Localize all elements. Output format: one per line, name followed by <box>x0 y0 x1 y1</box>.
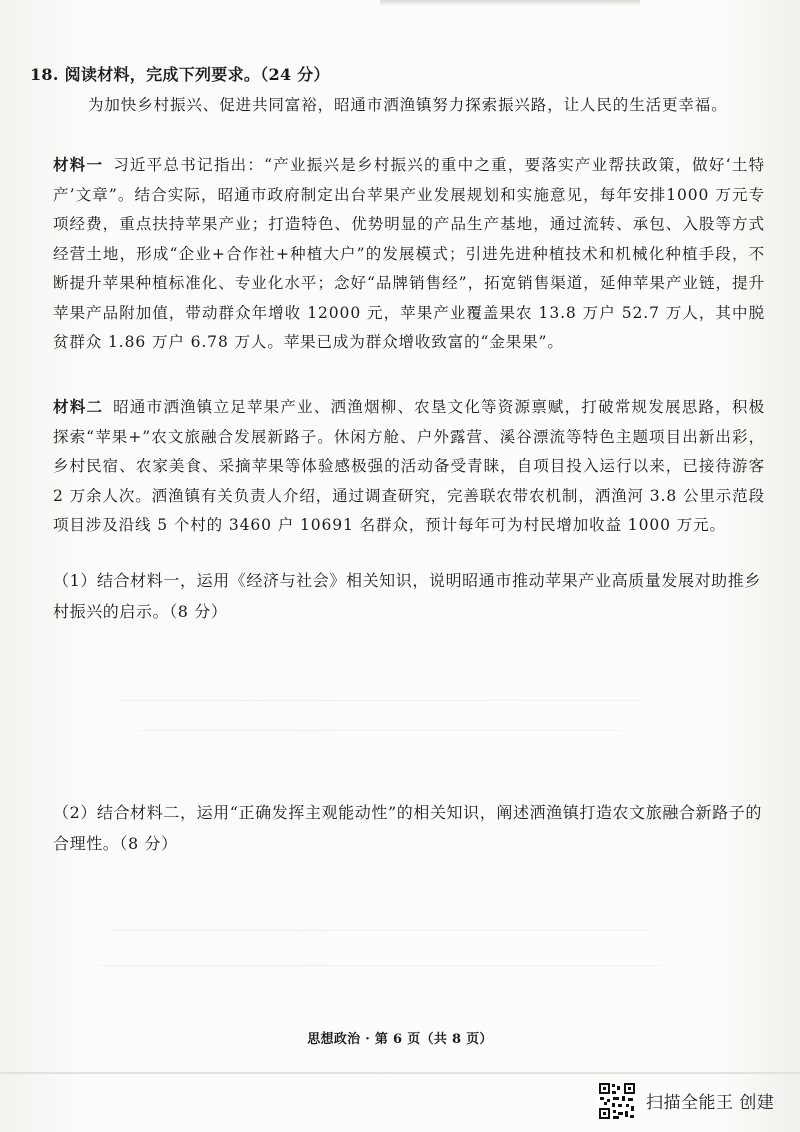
material-one <box>53 150 765 358</box>
material-one-label: 材料一 <box>53 155 104 174</box>
material-two-text: 昭通市洒渔镇立足苹果产业、洒渔烟柳、农垦文化等资源禀赋，打破常规发展思路，积极探索“苹果+”农文旅融合发展新路子。休闲方舱、户外露营、溪谷漂流等特色主题项目出新出彩，乡村民宿、农家美食、采摘苹果等体验感极强的活动备受青睐，自项目投入运行以来，已接待游客 2 万余人次。洒渔镇有关负责人介绍，通过调查研究，完善联农带农机制，洒渔河 3.8 公里示范段项目涉及沿线 5 个村的 3460 户 10691 名群众，预计每年可为村民增加收益 1000 万元。 <box>53 398 765 534</box>
sub-question-2: （2）结合材料二，运用“正确发挥主观能动性”的相关知识，阐述洒渔镇打造农文旅融合新路子的合理性。（8 分） <box>53 803 762 853</box>
page-footer: 思想政治 · 第 6 页（共 8 页） <box>307 1032 493 1047</box>
material-one-text: 习近平总书记指出：“产业振兴是乡村振兴的重中之重，要落实产业帮扶政策，做好‘土特产’文章”。结合实际，昭通市政府制定出台苹果产业发展规划和实施意见，每年安排1000 万元专项经费，重点扶持苹果产业；打造特色、优势明显的产品生产基地，通过流转、承包、入股等方式经营土地，形成“企业+合作社+种植大户”的发展模式；引进先进种植技术和机械化种植手段，不断提升苹果种植标准化、专业化水平；念好“品牌销售经”，拓宽销售渠道，延伸苹果产业链，提升苹果产品附加值，带动群众年增收 12000 元，苹果产业覆盖果农 13.8 万户 52.7 万人，其中脱贫群众 1.86 万户 6.78 万人。苹果已成为群众增收致富的“金果果”。 <box>53 156 766 351</box>
material-two <box>53 392 765 541</box>
scan-edge <box>0 1072 800 1074</box>
bleed-through-line <box>140 730 620 731</box>
sub-question-1: （1）结合材料一，运用《经济与社会》相关知识，说明昭通市推动苹果产业高质量发展对助推乡村振兴的启示。（8 分） <box>53 571 761 621</box>
question-heading: 18. 阅读材料，完成下列要求。（24 分） <box>30 65 330 84</box>
question-intro: 为加快乡村振兴、促进共同富裕，昭通市洒渔镇努力探索振兴路，让人民的生活更幸福。 <box>88 96 728 114</box>
scanner-watermark: 扫描全能王 创建 <box>646 1093 775 1113</box>
material-two-label: 材料二 <box>53 397 104 416</box>
qr-code-icon <box>598 1082 636 1120</box>
bleed-through-line <box>110 930 650 931</box>
bleed-through-line <box>100 965 660 966</box>
bleed-through-line <box>120 700 640 701</box>
scan-shadow <box>380 0 640 6</box>
